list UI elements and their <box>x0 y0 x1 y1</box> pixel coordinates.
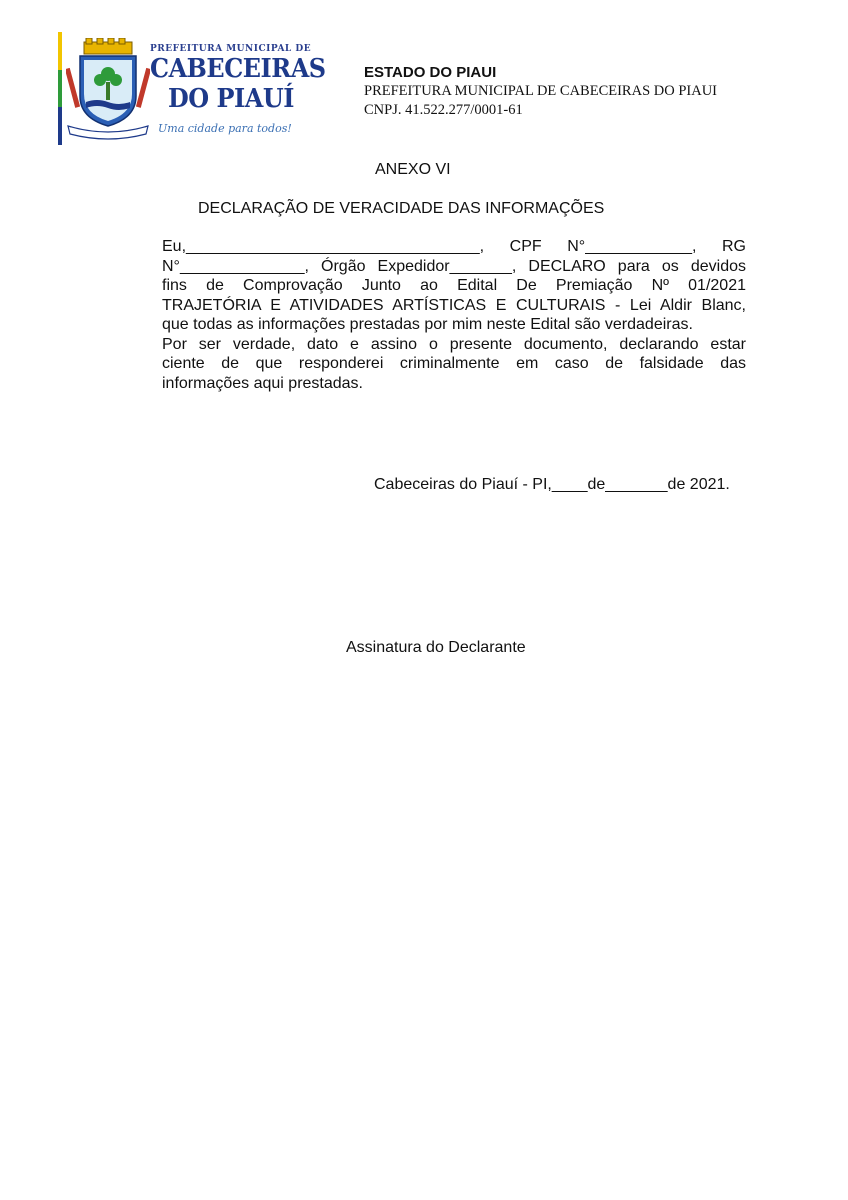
place-date-line: Cabeceiras do Piauí - PI,____de_______de 2021. <box>374 476 730 493</box>
municipal-crest-icon <box>66 38 150 142</box>
body-paragraph2-line-2: ciente de que responderei criminalmente em caso de falsidade das <box>162 355 746 372</box>
body-line-5: que todas as informações prestadas por mim neste Edital são verdadeiras. <box>162 316 693 333</box>
signature-label: Assinatura do Declarante <box>346 639 526 656</box>
annex-title: ANEXO VI <box>375 161 451 178</box>
logo-name-line2: DO PIAUÍ <box>168 84 295 114</box>
declaration-body <box>162 237 746 393</box>
document-header <box>364 64 717 120</box>
logo-color-stripes <box>58 32 62 145</box>
header-cnpj: CNPJ. 41.522.277/0001-61 <box>364 102 523 118</box>
body-line-3: fins de Comprovação Junto ao Edital De Premiação Nº 01/2021 <box>162 277 746 294</box>
body-paragraph2-line-1: Por ser verdade, dato e assino o presente documento, declarando estar <box>162 335 746 353</box>
header-prefeitura: PREFEITURA MUNICIPAL DE CABECEIRAS DO PIAUI <box>364 83 717 99</box>
body-line-4: TRAJETÓRIA E ATIVIDADES ARTÍSTICAS E CULTURAIS - Lei Aldir Blanc, <box>162 296 746 314</box>
header-state: ESTADO DO PIAUI <box>364 64 497 81</box>
body-paragraph2-line-3: informações aqui prestadas. <box>162 374 363 392</box>
body-line-1: Eu,_________________________________, CPF N°____________, RG <box>162 238 746 255</box>
body-line-2: N°______________, Órgão Expedidor_______, DECLARO para os devidos <box>162 257 746 275</box>
declaration-title: DECLARAÇÃO DE VERACIDADE DAS INFORMAÇÕES <box>198 200 605 217</box>
logo-name-line1: CABECEIRAS <box>150 54 326 84</box>
logo-top-text: PREFEITURA MUNICIPAL DE <box>150 44 312 54</box>
municipal-logo <box>58 32 326 147</box>
logo-slogan: Uma cidade para todos! <box>158 122 292 135</box>
